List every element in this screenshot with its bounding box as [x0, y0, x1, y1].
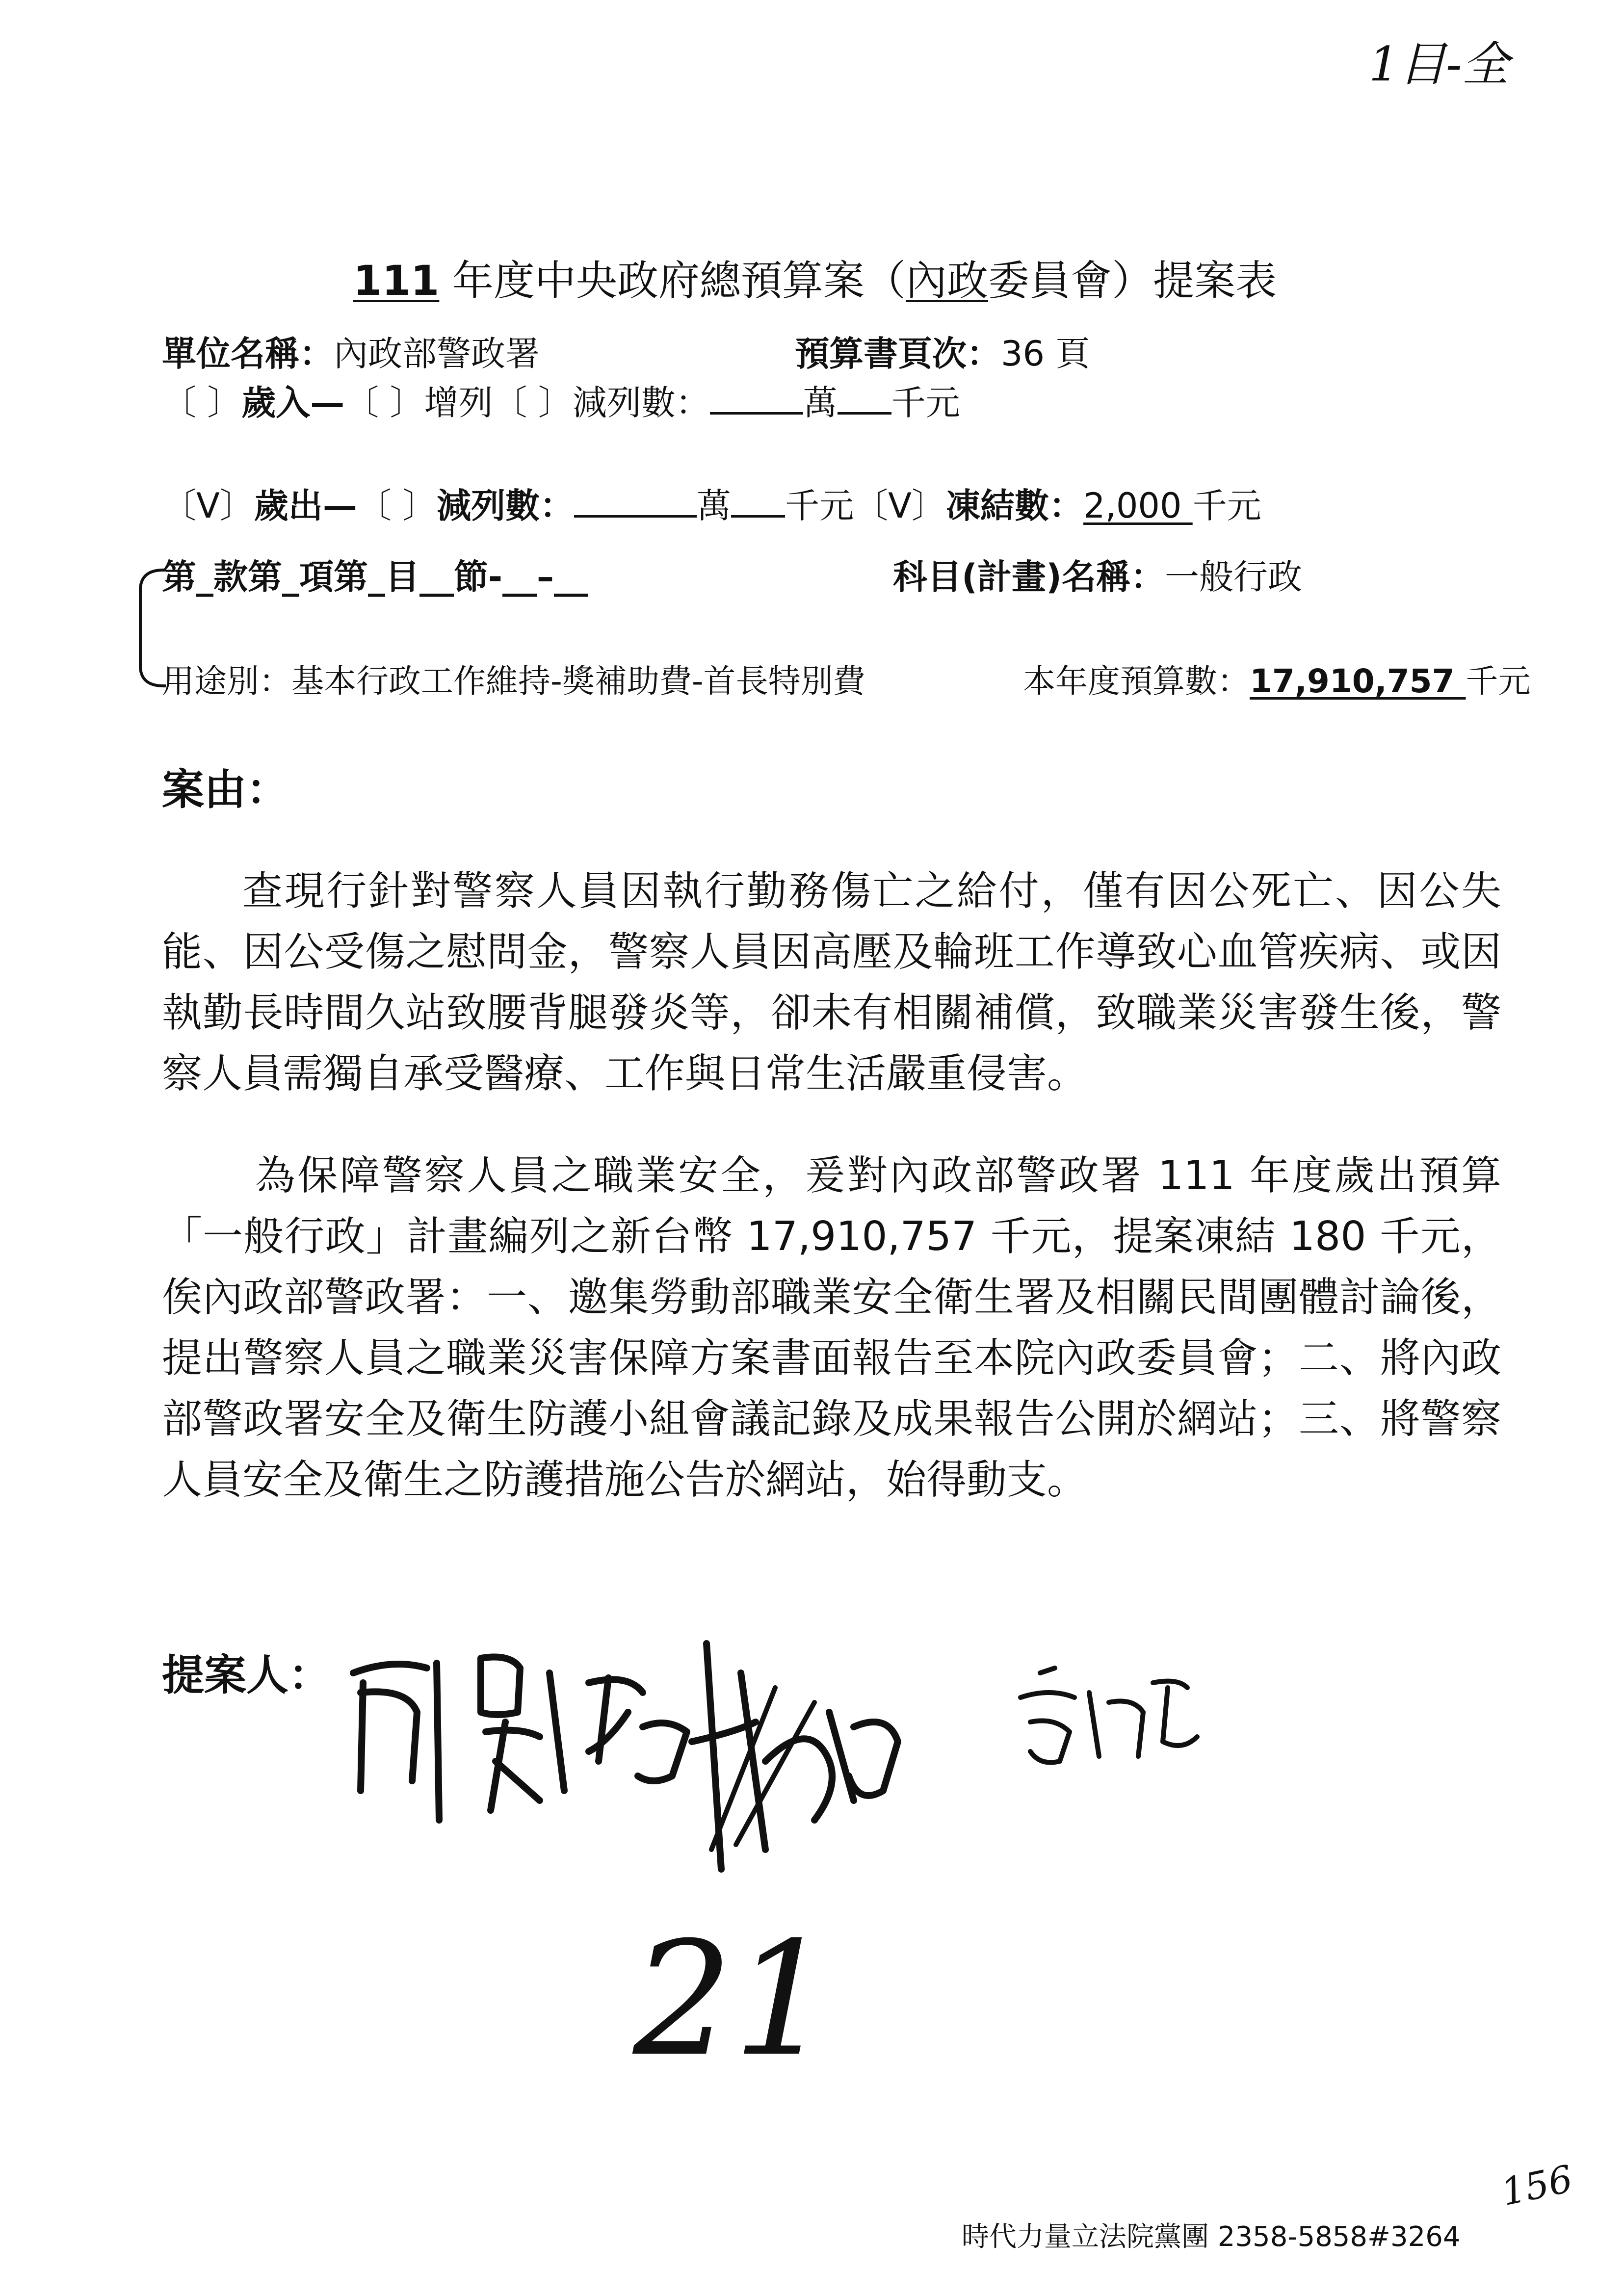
page-annotation: 156	[1497, 2156, 1576, 2215]
usage-text: 用途別：基本行政工作維持-獎補助費-首長特別費	[162, 662, 865, 700]
footer-contact: 時代力量立法院黨團 2358-5858#3264	[962, 2221, 1461, 2253]
expense-row	[162, 478, 1261, 528]
unit-row	[162, 326, 540, 376]
title-committee: 內政	[906, 257, 989, 305]
increase-checkbox: 〔 〕	[344, 383, 424, 423]
paragraph-2: 為保障警察人員之職業安全，爰對內政部警政署 111 年度歲出預算「一般行政」計畫編列之新台幣 17,910,757 千元，提案凍結 180 千元，俟內政部警政署：一、邀集勞動部職業安全衛生署及相關民間團體討論後，提出警察人員之職業災害保障方案書面報告至本院內政委員會；二、將內政部警政署安全及衛生防護小組會議記錄及成果報告公開於網站；三、將警察人員安全及衛生之防護措施公告於網站，始得動支。	[162, 1152, 1501, 1503]
blank-wan	[710, 383, 803, 415]
paragraph-1: 查現行針對警察人員因執行勤務傷亡之給付，僅有因公死亡、因公失能、因公受傷之慰問金，警察人員因高壓及輪班工作導致心血管疾病、或因執勤長時間久站致腰背腿發炎等，卻未有相關補償，致職業災害發生後，警察人員需獨自承受醫療、工作與日常生活嚴重侵害。	[162, 868, 1501, 1097]
subject-value: 一般行政	[1164, 557, 1302, 597]
freeze-unit: 千元	[1192, 486, 1261, 526]
expense-blank-qian	[731, 486, 785, 518]
item-row	[162, 549, 588, 599]
budget-value: 17,910,757	[1250, 662, 1466, 700]
subject-label: 科目(計畫)名稱：	[893, 557, 1165, 597]
corner-annotation: 1目-全	[1369, 37, 1509, 92]
expense-reduce-label: 減列數：	[437, 486, 575, 526]
page-ref-label: 預算書頁次：	[795, 334, 1001, 374]
page-ref-value: 36 頁	[1001, 334, 1090, 374]
increase-label: 增列	[424, 383, 493, 423]
title-text-a: 年度中央政府總預算案（	[439, 257, 906, 305]
usage-row	[162, 655, 865, 702]
number-annotation: 21	[633, 1908, 833, 2091]
budget-row	[1023, 655, 1531, 702]
unit-value: 內政部警政署	[334, 334, 540, 374]
expense-wan: 萬	[697, 486, 732, 526]
item-text: 第_款第_項第_目__節-__–__	[162, 557, 589, 597]
wan-unit: 萬	[803, 383, 838, 423]
reduce-label: 減列數：	[572, 383, 710, 423]
freeze-value: 2,000	[1083, 486, 1193, 526]
revenue-checkbox: 〔 〕	[162, 383, 242, 423]
signature-image	[334, 1614, 1276, 1908]
expense-checkbox: 〔V〕	[162, 486, 254, 526]
qian-unit: 千元	[891, 383, 960, 423]
title-text-b: 委員會）提案表	[988, 257, 1277, 305]
subject-row	[893, 549, 1302, 599]
form-title	[353, 248, 1277, 307]
revenue-label: 歲入—	[241, 383, 345, 423]
freeze-label: 凍結數：	[946, 486, 1084, 526]
reduce-checkbox: 〔 〕	[493, 383, 573, 423]
expense-label: 歲出—	[254, 486, 357, 526]
proposer-label: 提案人：	[162, 1651, 331, 1700]
revenue-row	[162, 375, 960, 425]
expense-reduce-checkbox: 〔 〕	[357, 486, 437, 526]
budget-label: 本年度預算數：	[1023, 662, 1250, 700]
unit-label: 單位名稱：	[162, 334, 334, 374]
page-ref-row	[795, 326, 1090, 376]
freeze-checkbox: 〔V〕	[854, 486, 946, 526]
expense-qian: 千元	[785, 486, 854, 526]
expense-blank-wan	[574, 486, 697, 518]
title-year: 111	[353, 257, 440, 305]
section-heading: 案由：	[162, 765, 288, 814]
blank-qian	[838, 383, 891, 415]
budget-unit: 千元	[1466, 662, 1531, 700]
